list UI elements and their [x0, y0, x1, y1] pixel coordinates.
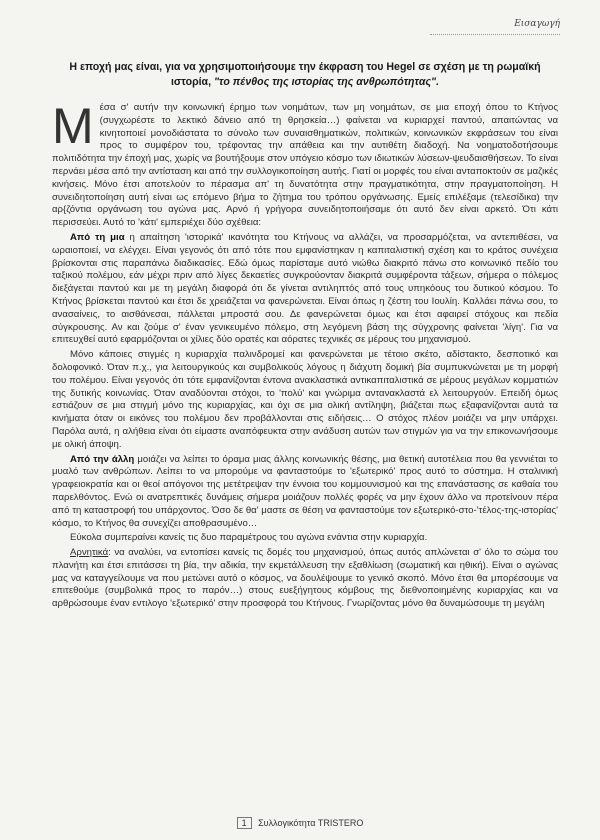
paragraph-2-lead: Από τη μια — [70, 231, 125, 243]
page-footer — [0, 818, 600, 828]
section-label: Εισαγωγή — [514, 19, 560, 29]
paragraph-4-lead: Από την άλλη — [70, 453, 135, 465]
intro-heading — [50, 60, 560, 90]
drop-cap: Μ — [52, 98, 94, 154]
paragraph-4-text: μοιάζει να λείπει το όραμα μιας άλλης κοινωνικής θέσης, μια θετική αυτοτέλεια που θα γεννιέται το μυαλό των ανθρώπων. Λείπει το να μπορούμε να φανταστούμε το 'εξωτερικό' προς αυτό το σύστημα. Η σταλινική γραφειοκρατία και οι θεοί απόγονοι της μετέτρεψαν την έννοια του κομμουνισμού και της επανάστασης σε καθαία του παρελθόντος. Ενώ οι ανατρεπτικές δυνάμεις σήμερα μοιάζουν πολλές φορές να μην έχουν άλλο να προτείνουν πέρα από τη καταστροφή του υπάρχοντος. Όσο δε θα' μαστε σε θέση να φανταστούμε τον εξωτερικό-στο-'τέλος-της-ιστορίας' κόσμο, το Κτήνος θα συνεχίζει αποθρασυμένο… — [52, 453, 558, 529]
paragraph-2 — [52, 232, 558, 347]
paragraph-1 — [52, 98, 558, 230]
paragraph-2-text: η απαίτηση 'ιστορικά' ικανότητα του Κτήνους να αλλάζει, να προσαρμόζεται, να αντεπιθέσει, να ωραιοποιεί, να ελέγχει. Είναι γεγονός ότι από τότε που εμφανίστηκαν η καπιταλιστική σχέση και το κράτος συνέχεια βρίσκονται στις παραπάνω διαδικασίες. Εδώ όμως παρίσταμε αυτό νιώθω διακριτό πάνω στο κοινωνικό πεδίο του ταξικού πολέμου, εάν μέχρι πριν από λίγες δεκαετίες συγκρούονταν διακριτά συμφέροντα τάξεων, σήμερα ο πόλεμος διεξάγεται παντού και με τη μεγάλη διαφορά ότι δε γίνεται αντιληπτός από τους υπηκόους του δυτικού κόσμου. Το Κτήνος βρίσκεται παντού και έτσι δε χρειάζεται να φανερώνεται. Είναι όπως η ζέστη του Ιουλίη. Καλλάει πάνω σου, το ανασαίνεις, το αισθάνεσαι, πάλλεται μπροστά σου. Δε φανερώνεται όμως και έτσι αφαιρεί στόχους και πεδία σύγκρουσης. Αν και ζούμε σ' έναν γενικευμένο πόλεμο, στη λεγόμενη βάση της σύγχρονης φαίνεται 'λίγη'. Για να επιτευχθεί αυτό εφαρμόζονται οι χίλιες δύο ορατές και αόρατες τεχνικές σε μέρους του μηχανισμού. — [52, 231, 558, 346]
paragraph-6 — [52, 547, 558, 611]
paragraph-4 — [52, 454, 558, 531]
paragraph-3 — [52, 349, 558, 451]
paragraph-6-lead: Αρνητικά — [70, 547, 109, 559]
body-text — [52, 98, 558, 613]
header-rule — [430, 34, 560, 35]
paragraph-5 — [52, 532, 558, 545]
page-number: 1 — [237, 817, 252, 829]
publication-name: Συλλογικότητα TRISTERO — [258, 818, 364, 828]
paragraph-5-text: Εύκολα συμπεραίνει κανείς τις δυο παραμέτρους του αγώνα ενάντια στην κυριαρχία. — [70, 532, 428, 544]
paragraph-1-text: έσα σ' αυτήν την κοινωνική έρημο των νοημάτων, των μη νοημάτων, σε μια εποχή όπου το Κτήνος (συγχωρέστε το λεκτικό δάνειο από τη θρησκεία…) φαίνεται να κυριαρχεί παντού, απαιτώντας να κινητοποιεί μονοδιάστατα το σύνολο των συναισθηματικών, πολιτικών, κοινωνικών εκφράσεων του είναι προς το συμφέρον του, τρέφοντας την απάθεια και την αυτιθέτη διαδοχή. Να νοηματοδοτήσουμε πολιτιδότητα την έποχή μας, χωρίς να βουτήξουμε στον υπόγειο κόσμο των ιδιωτικών λύσεων-ψευδαισθήσεων. Το είναι περνάει μέσα από την αντίσταση και από την συλλογικοποίηση αυτής. Γιατί οι μορφές του είναι ανταποκτούν σε μαζικές κινήσεις. Μόνο έτσι αποτελούν το πέρασμα απ' τη δυνατότητα στην πραγματικότητα, στην πραγματοποίηση. Η συνειδητοποίηση αυτή είναι ως επόμενο βήμα το ζήτημα του τρόπου οργάνωσης. Εμείς επιλέξαμε (τελεσίδικα) την αρ{ζόντια οργάνωση του αγώνα μας. Αρνό ή γρήγορα συνειδητοποιήσαμε ότι αυτό δεν είναι αρκετό. Ότι κάτι περισσεύει. Αυτό το 'κάτι' εμπεριέχει δύο σχέθεια: — [52, 102, 558, 229]
paragraph-3-text: Μόνο κάποιες στιγμές η κυριαρχία παλινδρομεί και φανερώνεται με τέτοιο σκέτο, αδίστακτο, δεσποτικό και δολοφονικό. Όταν π.χ., για λειτουργικούς και συμβολικούς λόγους η διάχυτη δομική βία συμπυκνώνεται με τη μορφή του πολέμου. Είναι γεγονός ότι τότε εμφανίζονται έντονα ανακλαστικά αντικαπιταλιστικά σε μέρους μεγάλων κομματιών της δυτικής κοινωνίας. Όταν αναδύονται στόχοι, το 'πολύ' και γνώριμα αντανακλαστά ελ λειτουργούν. Επειδή όμως εστιάζουν σε μια στιγμή μόνο της κυριαρχίας, και όχι σε μια ολική αντίληψη, βιάζεται πως εξαφανίζονται αυτά τα κινήματα όταν οι εικόνες του πολέμου δεν προβάλλονται στις ειδήσεις… Ο στόχος πλέον μοιάζει να μην υπάρχει. Παρόλα αυτά, η αλήθεια είναι ότι είμαστε αναπόφευκτα στην ανάδυση αυτών των στιγμών για να την επικονωνήσουμε με ολική άποψη. — [52, 349, 558, 450]
heading-text: Η εποχή μας είναι, για να χρησιμοποιήσουμε την έκφραση του Hegel σε σχέση με τη ρωμαϊκή ιστορία, — [69, 61, 541, 88]
paragraph-6-text: : να αναλύει, να εντοπίσει κανείς τις δομές του μηχανισμού, όπως αυτός απλώνεται σ' όλο το σώμα του πλανήτη και έτσι επιτάσσει τη βία, την αδικία, την εκμετάλλευση την εξαθλίωση (σωματική και ηθική). Είναι ο αγώνας μας να καταγγείλουμε να που μετώνει αυτό ο κόσμος, να δουλέψουμε το γενικό σκοπό. Μόνο έτσι θα μπορέσουμε να επιτεθούμε (συμβολικά προς το παρόν…) στους ευεξήγητους κόμβους της διεθνοποιημένης κυριαρχίας και να αρθρώσουμε έναν εντιλογο 'εξωτερικό' στην προσφορά του Κτήνους. Γνωρίζοντας μόνο θα δυναμώσουμε τη μεγάλη — [52, 547, 558, 610]
heading-quote: "το πένθος της ιστορίας της ανθρωπότητας". — [213, 76, 440, 88]
